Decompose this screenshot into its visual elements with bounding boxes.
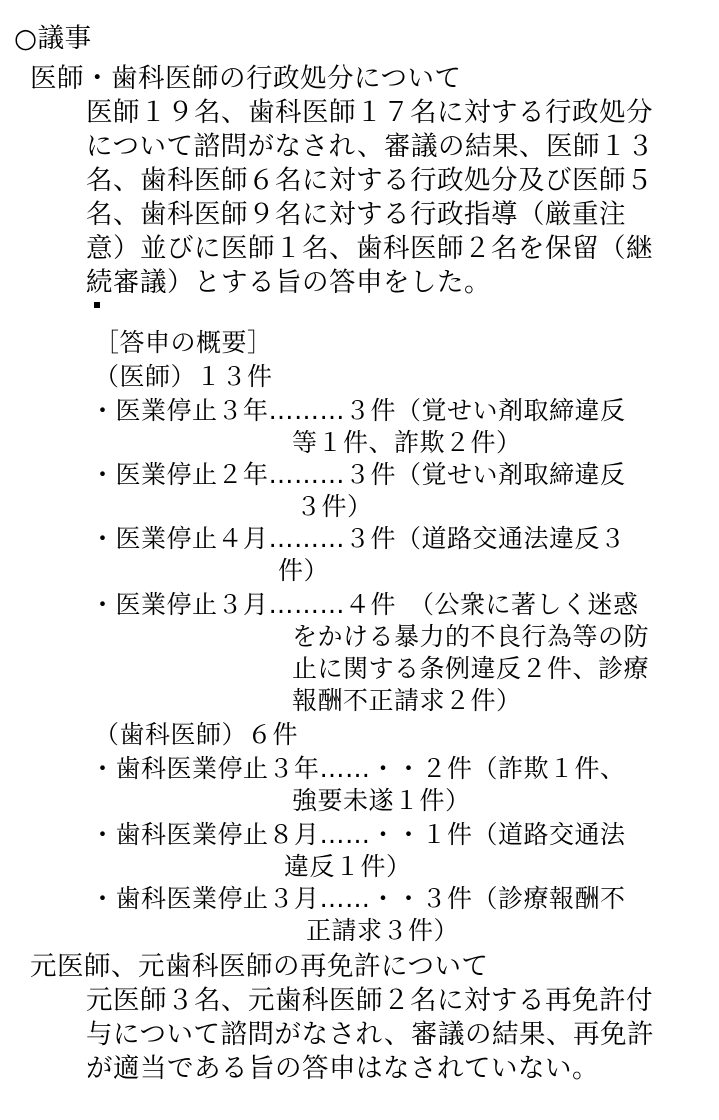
section-1-body-line: について諮問がなされ、審議の結果、医師１３ (86, 131, 655, 162)
dentist-item-line: 強要未遂１件） (292, 786, 471, 815)
section-1-body-line: 続審議）とする旨の答申をした。 (86, 267, 491, 298)
doctor-item-line: ・医業停止３月………４件 （公衆に著しく迷惑 (90, 590, 639, 619)
heading: ○議事 (14, 23, 92, 54)
section-2-body-line: が適当である旨の答申はなされていない。 (86, 1053, 599, 1084)
doctor-item-line: ・医業停止２年………３件（覚せい剤取締違反 (90, 460, 626, 489)
doctor-item-line: 等１件、詐欺２件） (292, 428, 522, 457)
section-2-body-line: 元医師３名、元歯科医師２名に対する再免許付 (86, 985, 653, 1016)
doctor-item-line: ・医業停止３年………３件（覚せい剤取締違反 (90, 396, 626, 425)
doctors-header: （医師）１３件 (94, 362, 273, 391)
section-1-body-line: 名、歯科医師６名に対する行政処分及び医師５ (86, 165, 653, 196)
dentists-header: （歯科医師）６件 (94, 720, 299, 749)
doctor-item-line: をかける暴力的不良行為等の防 (292, 622, 650, 651)
section-2-title: 元医師、元歯科医師の再免許について (30, 951, 489, 982)
doctor-item-line: 件） (278, 556, 330, 585)
doctor-item-line: 止に関する条例違反２件、診療 (292, 654, 650, 683)
doctor-item-line: ・医業停止４月………３件（道路交通法違反３ (90, 524, 626, 553)
section-1-title: 医師・歯科医師の行政処分について (30, 63, 462, 94)
section-1-body-line: 名、歯科医師９名に対する行政指導（厳重注 (86, 199, 626, 230)
dentist-item-line: ・歯科医業停止３月……・・３件（診療報酬不 (90, 884, 626, 913)
dentist-item-line: ・歯科医業停止３年……・・２件（詐欺１件、 (90, 754, 626, 783)
doctor-item-line: ３件） (296, 492, 373, 521)
section-1-body-line: 意）並びに医師１名、歯科医師２名を保留（継 (86, 233, 653, 264)
section-2-body-line: 与について諮問がなされ、審議の結果、再免許 (86, 1019, 655, 1050)
dentist-item-line: ・歯科医業停止８月……・・１件（道路交通法 (90, 820, 626, 849)
summary-title: ［答申の概要］ (94, 328, 273, 357)
bullet-square (94, 302, 100, 308)
doctor-item-line: 報酬不正請求２件） (292, 686, 522, 715)
dentist-item-line: 違反１件） (284, 852, 412, 881)
dentist-item-line: 正請求３件） (306, 916, 460, 945)
section-1-body-line: 医師１９名、歯科医師１７名に対する行政処分 (86, 97, 653, 128)
